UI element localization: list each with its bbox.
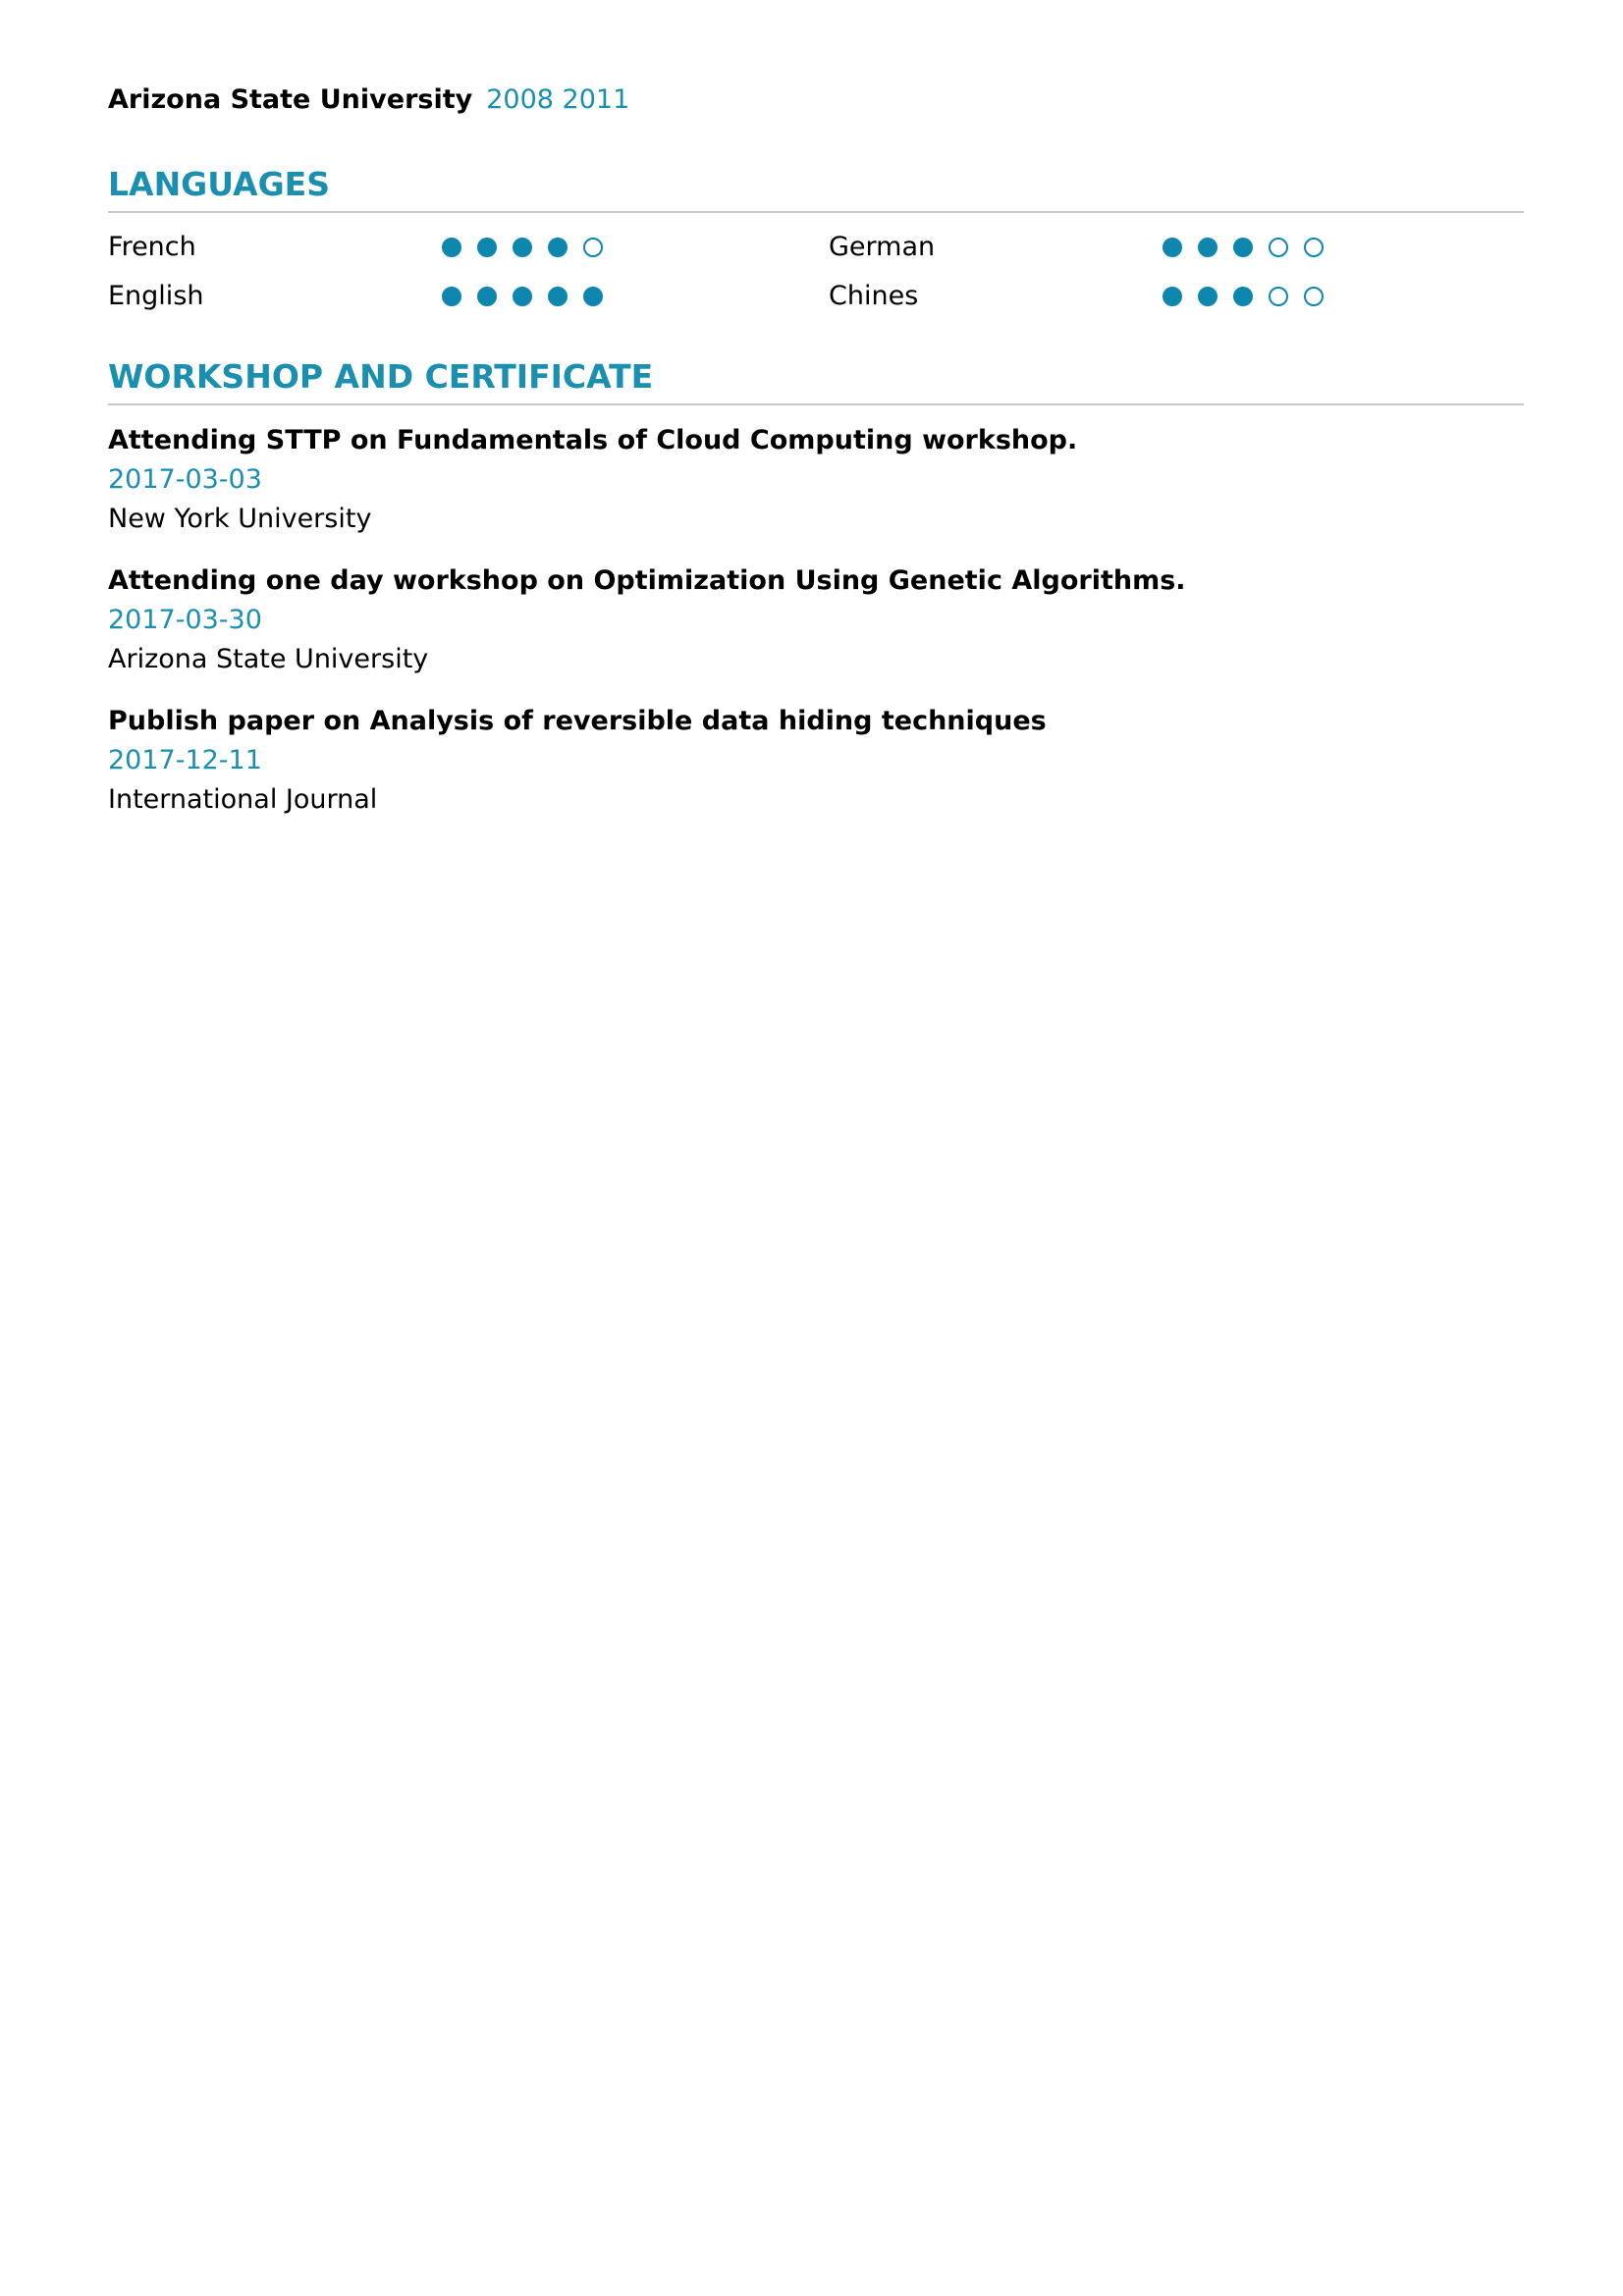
- certificate-date: 2017-03-03: [108, 464, 262, 495]
- rating-dot-empty: [1269, 238, 1288, 257]
- rating-dot-filled: [513, 287, 532, 306]
- rating-dot-filled: [513, 238, 532, 257]
- rating-dot-empty: [1304, 238, 1324, 257]
- certificate-organization: New York University: [108, 504, 372, 534]
- certificate-entry: [108, 702, 1524, 820]
- certificates-heading: WORKSHOP AND CERTIFICATE: [108, 357, 654, 396]
- certificate-entry: [108, 561, 1524, 679]
- rating-dot-filled: [477, 238, 497, 257]
- certificate-entry: [108, 421, 1524, 539]
- rating-dot-filled: [442, 238, 461, 257]
- certificate-date: 2017-03-30: [108, 605, 262, 635]
- rating-dot-filled: [1198, 287, 1217, 306]
- rating-dot-filled: [548, 287, 568, 306]
- certificate-title: Attending one day workshop on Optimization Using Genetic Algorithms.: [108, 565, 1186, 596]
- languages-divider: [108, 211, 1524, 213]
- certificate-organization: International Journal: [108, 784, 378, 815]
- certificates-divider: [108, 403, 1524, 405]
- languages-heading: LANGUAGES: [108, 165, 330, 203]
- education-years: 2008 2011: [486, 84, 630, 115]
- language-rating-english: [442, 287, 603, 306]
- language-name-german: German: [829, 232, 936, 262]
- rating-dot-empty: [1304, 287, 1324, 306]
- language-name-english: English: [108, 281, 204, 311]
- certificate-title: Publish paper on Analysis of reversible data hiding techniques: [108, 706, 1047, 736]
- language-name-french: French: [108, 232, 196, 262]
- rating-dot-filled: [1163, 287, 1182, 306]
- rating-dot-empty: [583, 238, 603, 257]
- language-rating-french: [442, 238, 603, 257]
- rating-dot-filled: [1233, 238, 1253, 257]
- language-rating-chines: [1163, 287, 1324, 306]
- rating-dot-filled: [477, 287, 497, 306]
- rating-dot-filled: [1163, 238, 1182, 257]
- language-name-chines: Chines: [829, 281, 919, 311]
- rating-dot-filled: [1198, 238, 1217, 257]
- education-entry: [108, 82, 629, 118]
- rating-dot-filled: [548, 238, 568, 257]
- education-school: Arizona State University: [108, 84, 473, 115]
- rating-dot-empty: [1269, 287, 1288, 306]
- rating-dot-filled: [442, 287, 461, 306]
- rating-dot-filled: [1233, 287, 1253, 306]
- rating-dot-filled: [583, 287, 603, 306]
- certificate-title: Attending STTP on Fundamentals of Cloud Computing workshop.: [108, 425, 1078, 455]
- language-rating-german: [1163, 238, 1324, 257]
- certificate-date: 2017-12-11: [108, 745, 262, 775]
- certificate-organization: Arizona State University: [108, 644, 429, 674]
